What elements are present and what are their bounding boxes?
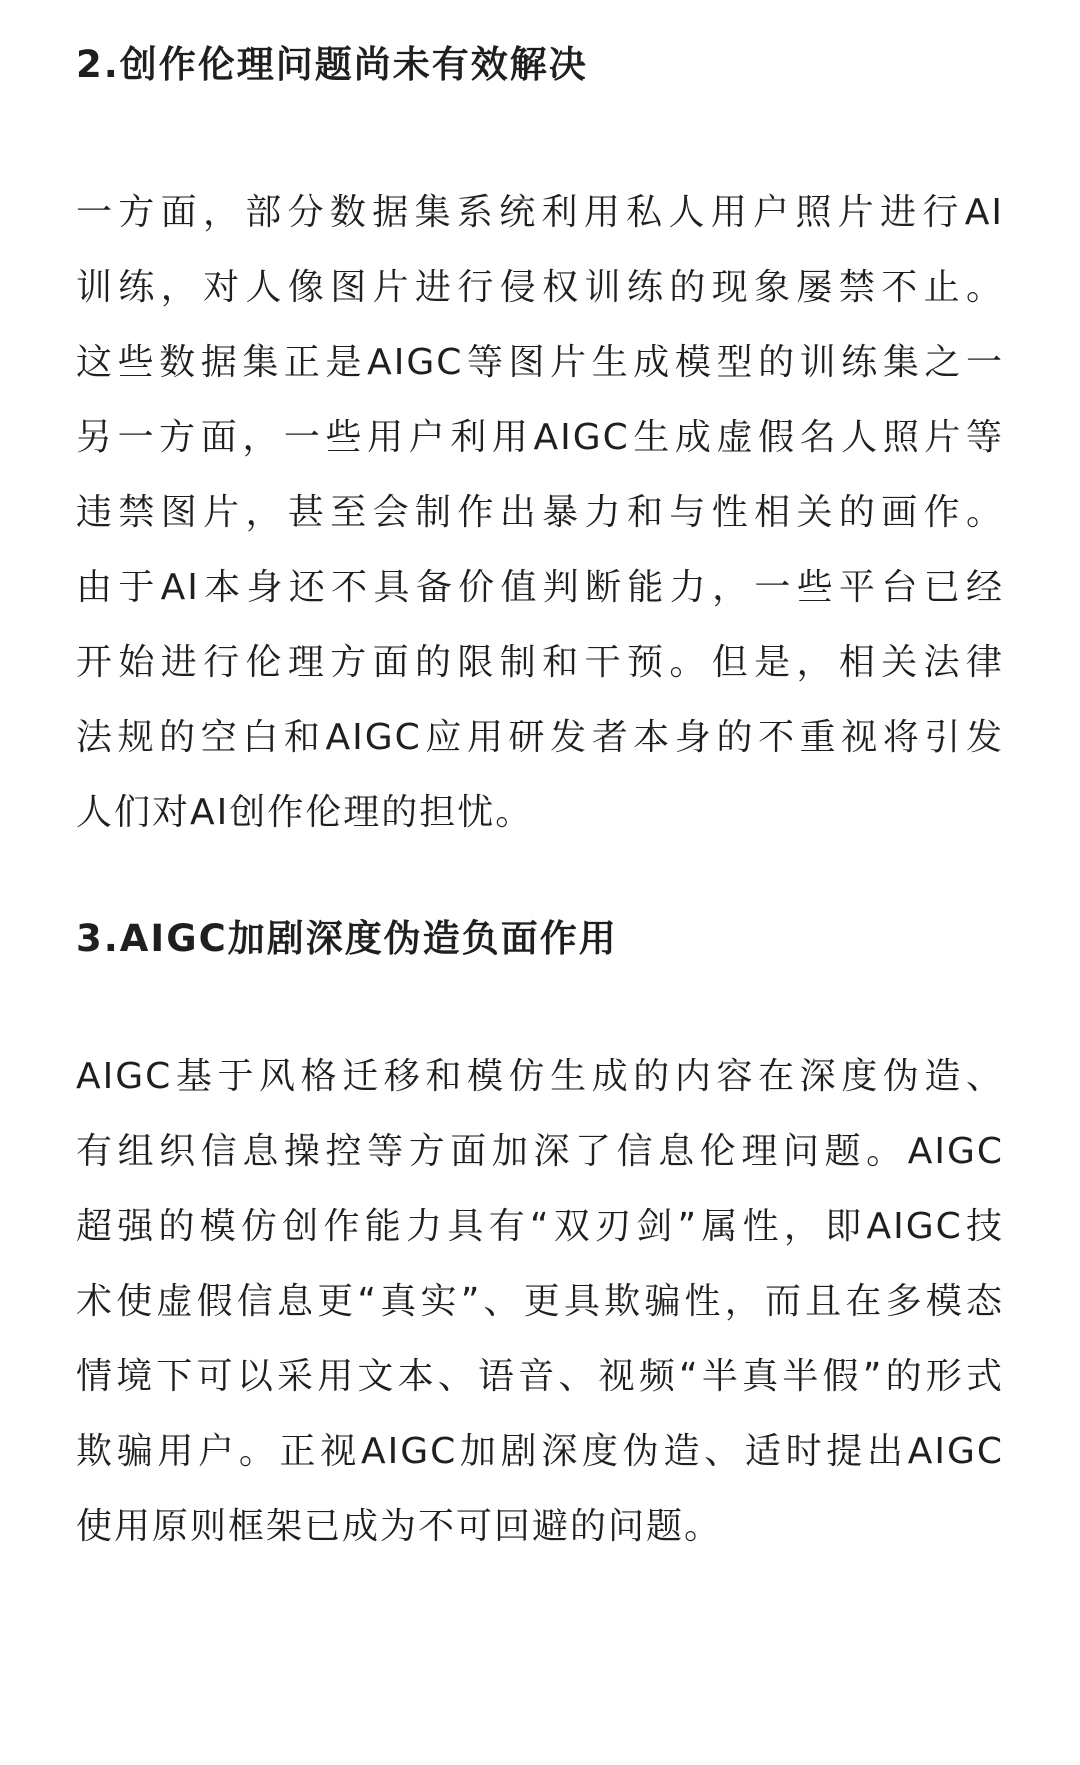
section-2-line: 开始进行伦理方面的限制和干预。但是，相关法律 [76, 642, 1004, 683]
section-3-line: 使用原则框架已成为不可回避的问题。 [76, 1506, 723, 1547]
section-2-line: 另一方面，一些用户利用AIGC生成虚假名人照片等 [76, 417, 1004, 458]
section-2-line: 训练，对人像图片进行侵权训练的现象屡禁不止。 [76, 267, 1004, 308]
section-2-line: 由于AI本身还不具备价值判断能力，一些平台已经 [76, 567, 1004, 608]
section-2-line: 一方面，部分数据集系统利用私人用户照片进行AI [76, 192, 1004, 233]
section-3-line: 有组织信息操控等方面加深了信息伦理问题。AIGC [76, 1131, 1004, 1172]
section-2-line: 违禁图片，甚至会制作出暴力和与性相关的画作。 [76, 492, 1004, 533]
section-2-line: 人们对AI创作伦理的担忧。 [76, 792, 534, 833]
section-2-heading: 2.创作伦理问题尚未有效解决 [76, 43, 588, 86]
section-3-line: 术使虚假信息更“真实”、更具欺骗性，而且在多模态 [76, 1281, 1004, 1322]
section-3-heading: 3.AIGC加剧深度伪造负面作用 [76, 917, 618, 960]
section-3-line: 欺骗用户。正视AIGC加剧深度伪造、适时提出AIGC [76, 1431, 1004, 1472]
section-2-line: 这些数据集正是AIGC等图片生成模型的训练集之一 [76, 342, 1004, 383]
section-3-line: 超强的模仿创作能力具有“双刃剑”属性，即AIGC技 [76, 1206, 1004, 1247]
section-2-line: 法规的空白和AIGC应用研发者本身的不重视将引发 [76, 717, 1004, 758]
section-3-line: 情境下可以采用文本、语音、视频“半真半假”的形式 [76, 1356, 1004, 1397]
section-3-line: AIGC基于风格迁移和模仿生成的内容在深度伪造、 [76, 1056, 1004, 1097]
